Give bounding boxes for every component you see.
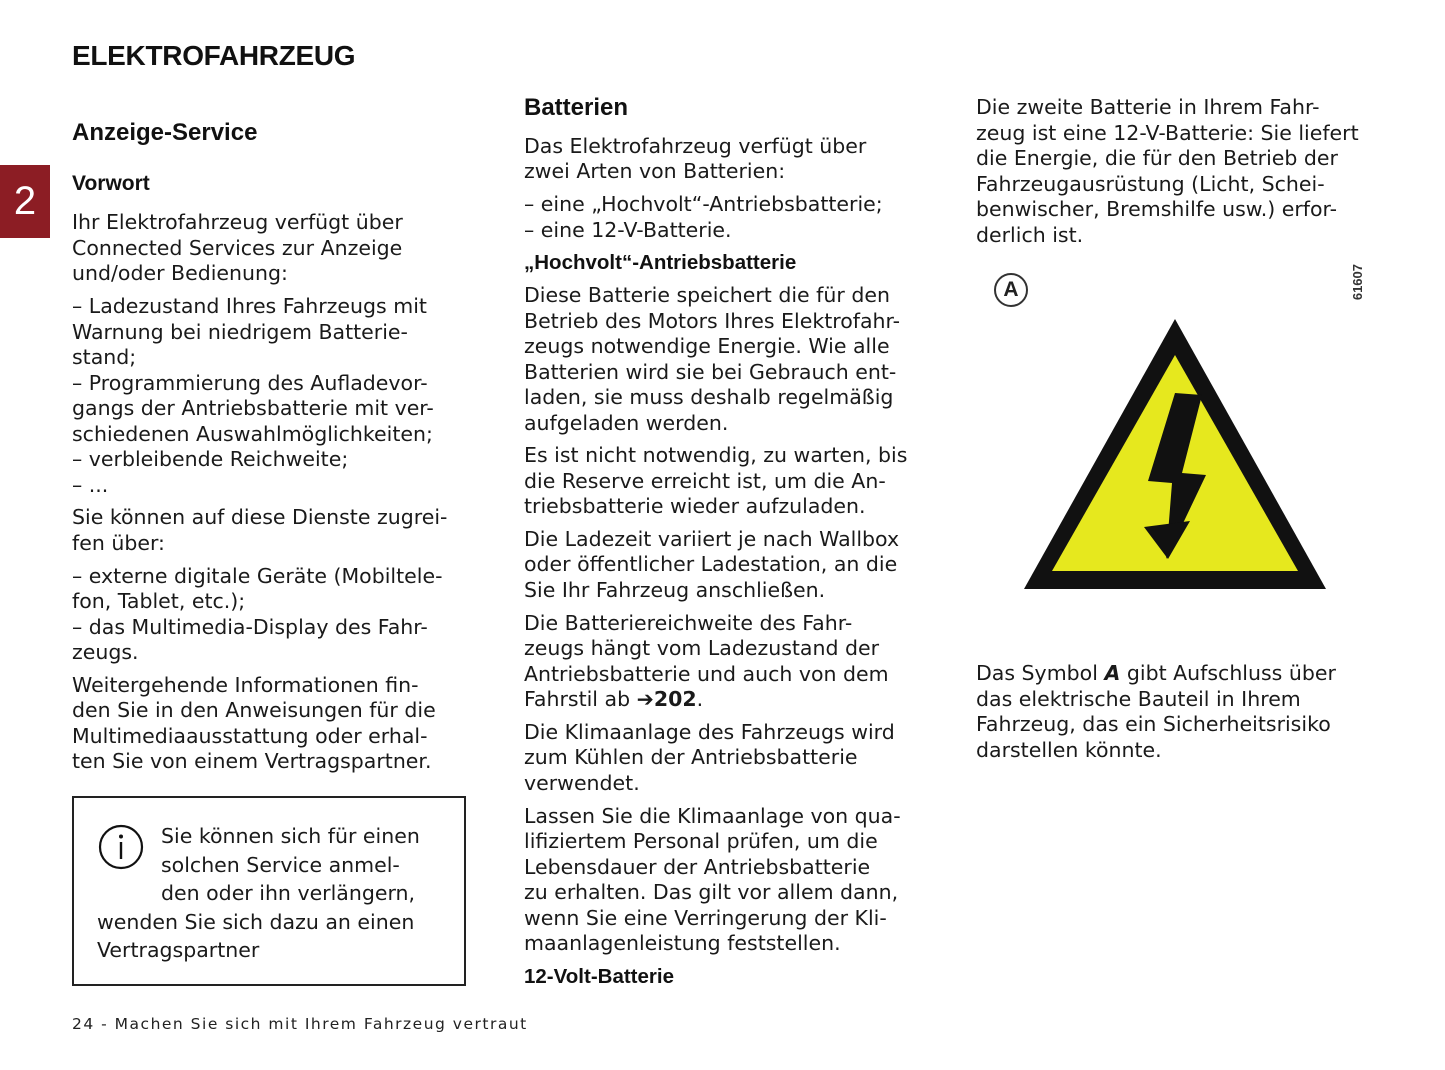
text-line: zum Kühlen der Antriebsbatterie [524, 745, 858, 769]
text-line-with-ref [524, 687, 703, 713]
info-text-line: Sie können sich für einen [161, 824, 420, 848]
caption-line: darstellen könnte. [976, 738, 1162, 762]
list-item: – Ladezustand Ihres Fahrzeugs mit [72, 294, 427, 318]
list-item: – verbleibende Reichweite; [72, 447, 349, 471]
text-fragment: . [696, 687, 704, 711]
text-line: derlich ist. [976, 223, 1084, 247]
text-line: Die Batteriereichweite des Fahr- [524, 611, 853, 635]
list-item: – Programmierung des Aufladevor- [72, 371, 428, 395]
text-fragment: Das Symbol [976, 661, 1098, 685]
text-line: fen über: [72, 531, 165, 555]
text-line: Lebensdauer der Antriebsbatterie [524, 855, 871, 879]
text-line: die Energie, die für den Betrieb der [976, 146, 1338, 170]
text-line: gangs der Antriebsbatterie mit ver- [72, 396, 434, 420]
page-footer: 24 - Machen Sie sich mit Ihrem Fahrzeug vertraut [72, 1015, 528, 1033]
text-line: stand; [72, 345, 137, 369]
text-line: wenn Sie eine Verringerung der Kli- [524, 906, 887, 930]
text-line: oder öffentlicher Ladestation, an die [524, 552, 898, 576]
text-line: den Sie in den Anweisungen für die [72, 698, 436, 722]
page-title: ELEKTROFAHRZEUG [72, 40, 356, 71]
text-line: schiedenen Auswahlmöglichkeiten; [72, 422, 433, 446]
text-fragment: Fahrstil ab [524, 687, 631, 711]
text-line: Batterien wird sie bei Gebrauch ent- [524, 360, 897, 384]
figure-label-text: A [1003, 278, 1019, 301]
text-line: Die zweite Batterie in Ihrem Fahr- [976, 95, 1320, 119]
text-line: zeugs. [72, 640, 139, 664]
text-line: Betrieb des Motors Ihres Elektrofahr- [524, 309, 901, 333]
info-text-line: wenden Sie sich dazu an einen [97, 910, 415, 934]
info-note-box [72, 796, 466, 986]
info-text-line: Vertragspartner [97, 938, 260, 962]
text-line: zwei Arten von Batterien: [524, 159, 786, 183]
text-line: und/oder Bedienung: [72, 261, 288, 285]
text-fragment: gibt Aufschluss über [1126, 661, 1336, 685]
info-text-line: solchen Service anmel- [161, 853, 400, 877]
text-line: Die Ladezeit variiert je nach Wallbox [524, 527, 900, 551]
text-line: Fahrzeugausrüstung (Licht, Schei- [976, 172, 1325, 196]
text-line: maanlagenleistung feststellen. [524, 931, 841, 955]
text-line: Multimediaausstattung oder erhal- [72, 724, 428, 748]
text-line: Connected Services zur Anzeige [72, 236, 403, 260]
subheading-12-volt: 12-Volt-Batterie [524, 965, 674, 988]
text-line: zu erhalten. Das gilt vor allem dann, [524, 880, 899, 904]
text-line: Das Elektrofahrzeug verfügt über [524, 134, 867, 158]
text-line: Ihr Elektrofahrzeug verfügt über [72, 210, 403, 234]
text-line: lifiziertem Personal prüfen, um die [524, 829, 878, 853]
text-line: Die Klimaanlage des Fahrzeugs wird [524, 720, 895, 744]
info-text-line: den oder ihn verlängern, [161, 881, 416, 905]
text-line: Es ist nicht notwendig, zu warten, bis [524, 443, 908, 467]
text-line: zeugs hängt vom Ladezustand der [524, 636, 880, 660]
text-line: Lassen Sie die Klimaanlage von qua- [524, 804, 901, 828]
page-ref-link[interactable]: 202 [653, 687, 697, 711]
list-item: – eine „Hochvolt“-Antriebsbatterie; [524, 192, 883, 216]
symbol-ref: A [1104, 661, 1121, 685]
info-icon [98, 824, 144, 870]
chapter-tab: 2 [0, 165, 50, 238]
text-line: aufgeladen werden. [524, 411, 729, 435]
figure-label-a [992, 271, 1030, 309]
text-line: Warnung bei niedrigem Batterie- [72, 320, 408, 344]
subheading-hochvolt: „Hochvolt“-Antriebsbatterie [524, 251, 797, 274]
figure-number: 61607 [1350, 264, 1365, 301]
text-line: verwendet. [524, 771, 640, 795]
text-line: triebsbatterie wieder aufzuladen. [524, 494, 866, 518]
text-line: zeug ist eine 12-V-Batterie: Sie liefert [976, 121, 1359, 145]
caption-line [976, 661, 1336, 687]
list-item: – externe digitale Geräte (Mobiltele- [72, 564, 443, 588]
list-item: – ... [72, 473, 109, 497]
text-line: ten Sie von einem Vertragspartner. [72, 749, 432, 773]
text-line: laden, sie muss deshalb regelmäßig [524, 385, 894, 409]
text-line: fon, Tablet, etc.); [72, 589, 246, 613]
list-item: – das Multimedia-Display des Fahr- [72, 615, 428, 639]
text-line: Sie Ihr Fahrzeug anschließen. [524, 578, 826, 602]
page-ref-arrow: ➔ [636, 687, 654, 711]
text-line: Antriebsbatterie und auch von dem [524, 662, 889, 686]
text-line: benwischer, Bremshilfe usw.) erfor- [976, 197, 1338, 221]
section-heading-batterien: Batterien [524, 94, 629, 121]
subheading-vorwort: Vorwort [72, 172, 150, 195]
text-line: Weitergehende Informationen fin- [72, 673, 419, 697]
text-line: zeugs notwendige Energie. Wie alle [524, 334, 890, 358]
caption-line: das elektrische Bauteil in Ihrem [976, 687, 1301, 711]
text-line: Sie können auf diese Dienste zugrei- [72, 505, 448, 529]
caption-line: Fahrzeug, das ein Sicherheitsrisiko [976, 712, 1331, 736]
list-item: – eine 12-V-Batterie. [524, 218, 732, 242]
section-heading-anzeige-service: Anzeige-Service [72, 119, 258, 146]
text-line: die Reserve erreicht ist, um die An- [524, 469, 886, 493]
text-line: Diese Batterie speichert die für den [524, 283, 890, 307]
high-voltage-warning-icon [1020, 315, 1330, 593]
